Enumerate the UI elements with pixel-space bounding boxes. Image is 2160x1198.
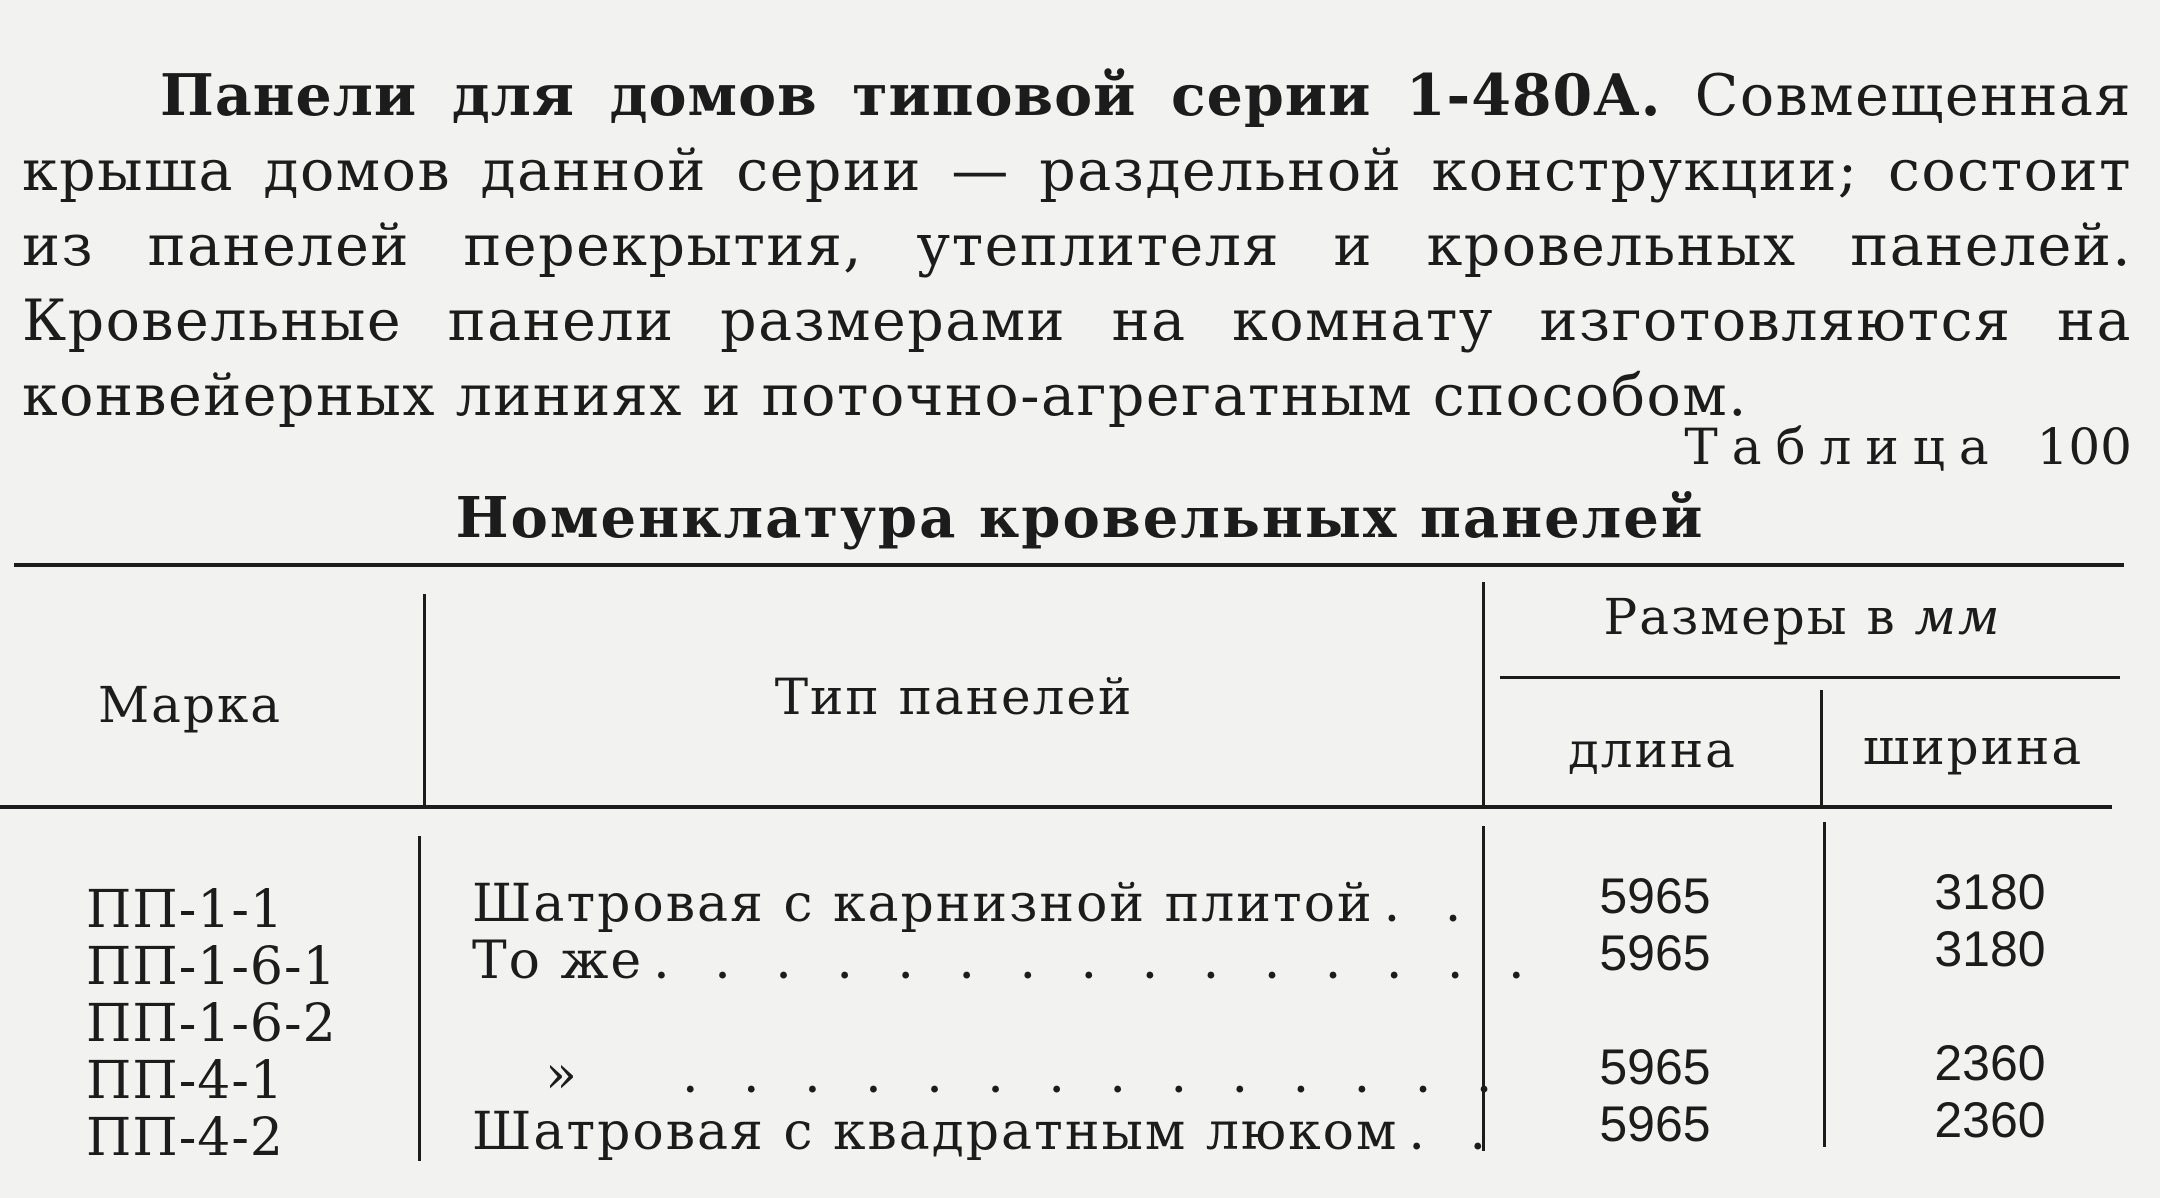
width-cell: 3180: [1934, 921, 2046, 977]
mark-cell: ПП-1-1: [86, 880, 285, 940]
intro-paragraph: [22, 58, 2132, 434]
ditto-mark: »: [545, 1045, 579, 1105]
header-bottom-rule: [0, 805, 2112, 809]
type-row: [472, 1102, 1500, 1162]
table-top-rule: [14, 563, 2124, 567]
width-cell: 3180: [1934, 864, 2046, 920]
header-width: ширина: [1862, 718, 2084, 776]
leader-dots: . . . . . . . . . . . . . .: [682, 1045, 1507, 1105]
body-divider-3: [1823, 822, 1826, 1147]
mark-cell: ПП-4-2: [86, 1108, 285, 1168]
type-row: [472, 874, 1476, 934]
header-sizes: [1485, 588, 2120, 646]
type-row: [472, 1045, 1507, 1105]
length-column: [1540, 868, 1770, 1153]
width-cell: 2360: [1934, 1035, 2046, 1091]
leader-dots: . . . . . . . . . . . . . . .: [653, 931, 1539, 991]
mark-cell: ПП-1-6-2: [86, 994, 337, 1054]
header-length: длина: [1567, 721, 1737, 779]
length-cell: 5965: [1599, 925, 1711, 981]
intro-lead: Панели для домов типовой серии 1-480А.: [160, 62, 1662, 129]
type-text: То же: [472, 931, 644, 991]
mark-cell: ПП-4-1: [86, 1051, 285, 1111]
type-row: [472, 931, 1539, 991]
width-cell: 2360: [1934, 1092, 2046, 1148]
header-sizes-label: Размеры в: [1603, 588, 1897, 646]
type-column: [472, 874, 1539, 1162]
sizes-header-rule: [1500, 676, 2120, 679]
width-cell: [1880, 978, 2100, 1035]
table-number-label: Таблица: [1684, 418, 2003, 476]
leader-dots: . .: [1408, 1102, 1500, 1162]
header-mark: Марка: [97, 676, 283, 734]
width-column: [1880, 864, 2100, 1149]
mark-column: [86, 882, 337, 1167]
length-cell: 5965: [1599, 868, 1711, 924]
type-text: Шатровая с квадратным люком: [472, 1102, 1399, 1162]
length-cell: [1540, 982, 1770, 1039]
leader-dots: . .: [1383, 874, 1476, 934]
table-number-value: 100: [2036, 418, 2132, 476]
header-type: Тип панелей: [774, 668, 1134, 726]
length-cell: 5965: [1599, 1039, 1711, 1095]
header-sizes-unit: мм: [1914, 588, 2002, 646]
table-title: Номенклатура кровельных панелей: [455, 485, 1705, 551]
length-cell: 5965: [1599, 1096, 1711, 1152]
body-divider-1: [418, 836, 421, 1161]
type-row: [472, 990, 1452, 1047]
type-text: Шатровая с карнизной плитой: [472, 874, 1374, 934]
table-number: [1684, 418, 2132, 476]
mark-cell: ПП-1-6-1: [86, 937, 337, 997]
leader-dots: [472, 990, 1452, 1047]
intro-text: Совмещенная крыша домов данной серии — раздельной конструкции; состоит из панелей перекрытия, утеплителя и кровельных панелей. Кровельные панели размерами на комнату изготовляются на конвейерных линиях и поточно-агрегатным способом.: [22, 63, 2132, 429]
